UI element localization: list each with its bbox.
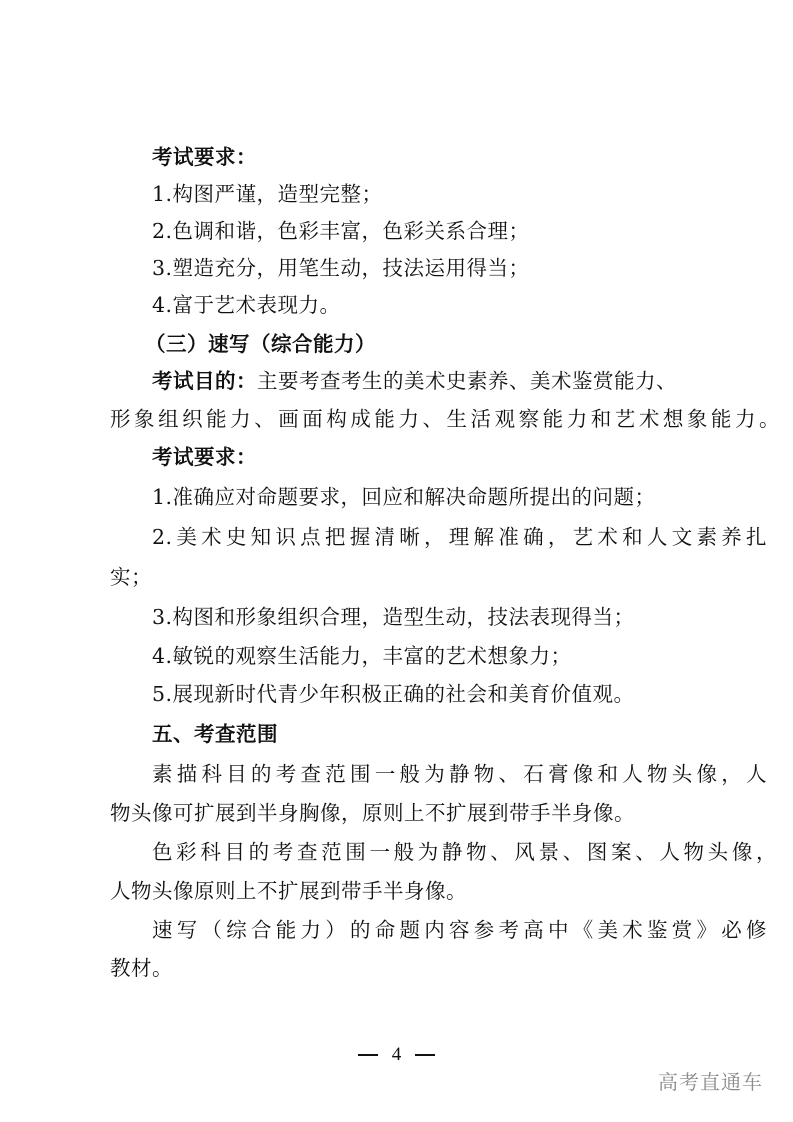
requirement-item-continued: 实； [110,565,152,589]
paragraph-line: 色彩科目的考查范围一般为静物、风景、图案、人物头像， [152,840,777,864]
footer-dash [358,1054,378,1056]
requirement-item: 4.敏锐的观察生活能力，丰富的艺术想象力； [152,644,572,668]
paragraph-line: 形象组织能力、画面构成能力、生活观察能力和艺术想象能力。 [110,407,780,431]
lead-text: 主要考查考生的美术史素养、美术鉴赏能力、 [257,369,677,393]
requirement-item: 2.美术史知识点把握清晰，理解准确，艺术和人文素养扎 [152,525,767,549]
section-heading-exam-requirements: 考试要求： [152,145,257,169]
section-heading-scope: 五、考查范围 [152,722,278,746]
paragraph-line: 素描科目的考查范围一般为静物、石膏像和人物头像，人 [152,762,767,786]
requirement-item: 5.展现新时代青少年积极正确的社会和美育价值观。 [152,682,635,706]
requirement-item: 2.色调和谐，色彩丰富，色彩关系合理； [152,219,530,243]
lead-label: 考试目的： [152,369,257,393]
requirement-item: 1.准确应对命题要求，回应和解决命题所提出的问题； [152,485,656,509]
paragraph-line [152,362,772,400]
paragraph-line: 物头像可扩展到半身胸像，原则上不扩展到带手半身像。 [110,801,635,825]
page-number: 4 [391,1044,402,1065]
section-heading-exam-requirements: 考试要求： [152,445,257,469]
subsection-heading-sketching: （三）速写（综合能力） [145,332,376,356]
requirement-item: 1.构图严谨，造型完整； [152,182,383,206]
paragraph-line: 人物头像原则上不扩展到带手半身像。 [110,879,467,903]
watermark: 高考直通车 [658,1070,763,1094]
paragraph-line: 速写（综合能力）的命题内容参考高中《美术鉴赏》必修 [152,918,767,942]
footer-dash [415,1054,435,1056]
requirement-item: 3.构图和形象组织合理，造型生动，技法表现得当； [152,605,635,629]
requirement-item: 4.富于艺术表现力。 [152,293,341,317]
requirement-item: 3.塑造充分，用笔生动，技法运用得当； [152,256,530,280]
paragraph-line: 教材。 [110,956,173,980]
